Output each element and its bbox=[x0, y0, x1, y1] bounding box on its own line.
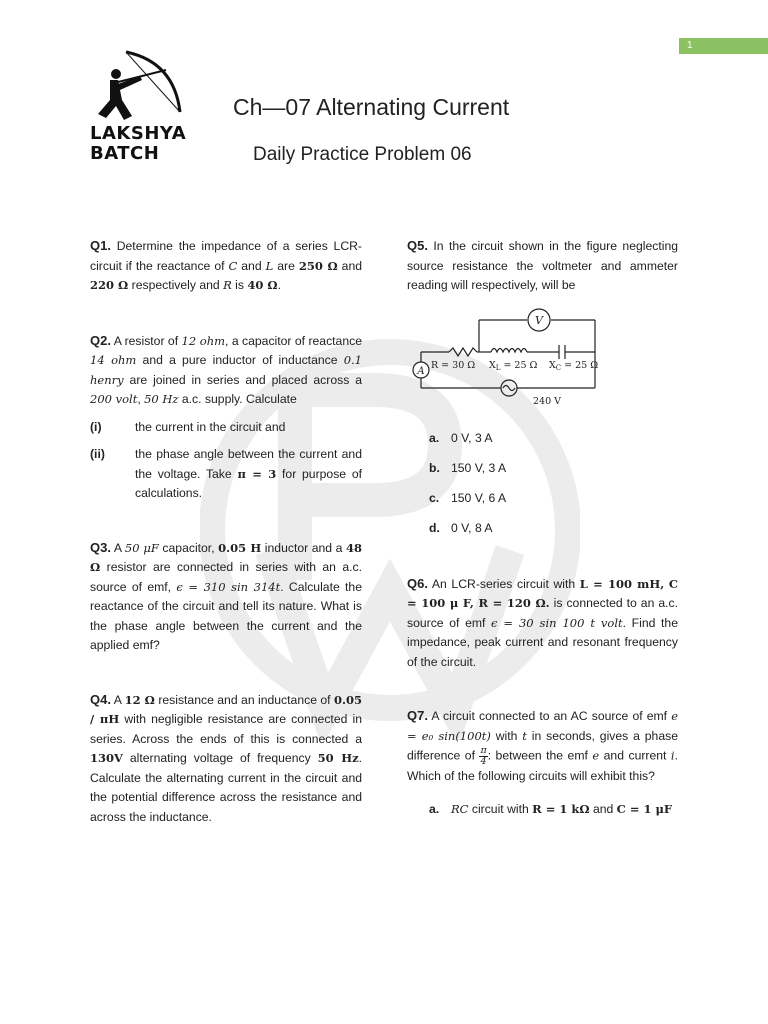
question-text: respectively and bbox=[128, 278, 224, 292]
math-symbol: RC bbox=[451, 801, 469, 816]
ammeter-label: A bbox=[417, 365, 425, 377]
question-text: with negligible resistance are connected in series. Across the ends of this is connected a bbox=[90, 712, 362, 746]
xc-subscript: C bbox=[555, 363, 562, 372]
question-text: circuit with bbox=[468, 801, 533, 816]
math-value: 0.05 H bbox=[218, 540, 262, 555]
circuit-diagram bbox=[409, 304, 609, 414]
question-number: Q3. bbox=[90, 539, 111, 555]
subpart-text: the current in the circuit and bbox=[135, 419, 286, 434]
page-subtitle: Daily Practice Problem 06 bbox=[253, 144, 472, 165]
question-text: A circuit connected to an AC source of emf bbox=[427, 709, 672, 723]
question-text: A resistor of bbox=[110, 333, 182, 348]
option-a bbox=[429, 424, 678, 454]
question-text: inductor and a bbox=[261, 540, 346, 555]
math-value: R = 1 kΩ bbox=[532, 801, 590, 816]
fraction-numerator: π bbox=[480, 745, 487, 756]
subpart-label: (i) bbox=[90, 419, 102, 434]
question-text: are joined in series and placed across a bbox=[123, 372, 362, 387]
fraction-denominator: 4 bbox=[480, 756, 487, 767]
math-value: 250 Ω bbox=[298, 258, 338, 273]
inductive-reactance-label bbox=[489, 360, 538, 372]
question-4 bbox=[90, 690, 362, 828]
math-value: 50 μF bbox=[124, 540, 159, 555]
option-b bbox=[429, 454, 678, 484]
option-text bbox=[451, 800, 672, 820]
xl-subscript: L bbox=[495, 363, 501, 372]
question-7 bbox=[407, 706, 678, 787]
q5-options bbox=[429, 424, 678, 544]
question-text: . Which of the following circuits will exhibit this? bbox=[407, 748, 678, 783]
math-value: 0.1 henry bbox=[90, 353, 362, 387]
math-value: 40 Ω bbox=[247, 278, 278, 292]
fraction bbox=[479, 746, 487, 767]
option-label: a. bbox=[429, 430, 440, 445]
question-number: Q2. bbox=[90, 332, 111, 348]
question-text: A bbox=[110, 692, 125, 707]
math-value: 200 volt bbox=[90, 392, 138, 406]
math-value: C = 1 μF bbox=[616, 801, 673, 816]
question-number: Q7. bbox=[407, 708, 428, 723]
question-text: . Find the impedance, peak current and resonant frequency of the circuit. bbox=[407, 615, 678, 669]
math-symbol: R bbox=[223, 278, 232, 292]
xc-value: = 25 Ω bbox=[561, 359, 599, 371]
question-text: Determine the impedance of a series LCR-circuit if the reactance of bbox=[90, 239, 362, 273]
q7-options bbox=[429, 795, 678, 825]
math-value: 0.05 / πH bbox=[90, 692, 362, 726]
question-text: are bbox=[273, 258, 299, 273]
question-2 bbox=[90, 331, 362, 410]
math-symbol: i bbox=[670, 748, 675, 763]
math-symbol: C bbox=[228, 258, 238, 273]
math-value: e = e₀ sin(100t) bbox=[407, 709, 678, 743]
question-text: and bbox=[237, 258, 266, 273]
question-6 bbox=[407, 574, 678, 673]
question-text: and bbox=[589, 801, 617, 816]
question-text: resistor are connected in series with an a.c. source of emf, bbox=[90, 560, 362, 594]
question-text: and bbox=[337, 258, 363, 273]
question-text: , bbox=[137, 392, 145, 406]
page-number-tab bbox=[679, 38, 768, 54]
question-text: and current bbox=[599, 748, 671, 763]
question-5 bbox=[407, 236, 678, 296]
option-label: c. bbox=[429, 490, 440, 505]
subpart-label: (ii) bbox=[90, 447, 105, 461]
option-c bbox=[429, 484, 678, 514]
logo-line2: BATCH bbox=[90, 143, 160, 164]
question-text: for purpose of calculations. bbox=[135, 466, 363, 500]
voltmeter-label: V bbox=[535, 313, 543, 327]
capacitive-reactance-label bbox=[549, 360, 598, 372]
math-value: 220 Ω bbox=[90, 278, 129, 292]
question-text: An LCR-series circuit with bbox=[427, 576, 580, 591]
left-column bbox=[90, 236, 362, 827]
option-text: 150 V, 3 A bbox=[451, 460, 507, 475]
math-value: C = 100 μ F, R = 120 Ω. bbox=[407, 576, 678, 610]
logo-line1: LAKSHYA bbox=[90, 123, 187, 144]
math-symbol: e bbox=[592, 748, 600, 763]
question-text: capacitor, bbox=[158, 540, 219, 555]
math-value: 50 Hz bbox=[317, 751, 359, 765]
option-text: 150 V, 6 A bbox=[451, 490, 507, 505]
subpart-ii bbox=[90, 445, 362, 504]
question-text: In the circuit shown in the figure neglecting source resistance the voltmeter and ammeter reading will respectively, will be bbox=[407, 239, 678, 292]
math-symbol: L bbox=[265, 258, 274, 273]
question-text: . Calculate the reactance of the circuit and tell its nature. What is the phase angle between the current and the applied emf? bbox=[90, 579, 362, 652]
question-text: with bbox=[490, 728, 523, 743]
math-value: ϵ = 30 sin 100 t volt bbox=[491, 615, 623, 630]
source-voltage-label: 240 V bbox=[533, 395, 562, 407]
math-value: 12 Ω bbox=[124, 692, 155, 707]
subpart-i bbox=[90, 418, 362, 438]
right-column bbox=[407, 236, 678, 825]
question-text: A bbox=[110, 540, 125, 555]
option-text: 0 V, 8 A bbox=[451, 520, 493, 535]
option-text: 0 V, 3 A bbox=[451, 430, 493, 445]
option-a bbox=[429, 795, 678, 825]
option-label: b. bbox=[429, 460, 440, 475]
page-title: Ch—07 Alternating Current bbox=[233, 94, 510, 120]
question-text: . Calculate the alternating current in the circuit and the potential difference across the resistance and across the inductance. bbox=[90, 751, 362, 824]
math-value: π = 3 bbox=[237, 466, 277, 481]
question-text: a.c. supply. Calculate bbox=[178, 392, 297, 406]
question-number: Q4. bbox=[90, 691, 111, 707]
xl-value: = 25 Ω bbox=[500, 359, 538, 371]
question-text: the phase angle between the current and the voltage. Take bbox=[135, 447, 362, 481]
question-number: Q6. bbox=[407, 575, 428, 591]
math-value: 14 ohm bbox=[90, 353, 137, 367]
option-d bbox=[429, 514, 678, 544]
question-text: is bbox=[231, 278, 248, 292]
question-3 bbox=[90, 538, 362, 656]
math-value: L = 100 mH, bbox=[579, 576, 665, 591]
question-text: and a pure inductor of inductance bbox=[136, 353, 344, 367]
question-text: is connected to an a.c. source of emf bbox=[407, 596, 678, 630]
question-1 bbox=[90, 236, 362, 296]
math-symbol: t bbox=[522, 728, 527, 743]
question-text: alternating voltage of frequency bbox=[122, 751, 318, 765]
question-text: . bbox=[277, 278, 281, 292]
option-label: d. bbox=[429, 520, 440, 535]
resistance-label: R = 30 Ω bbox=[431, 359, 476, 371]
question-number: Q1. bbox=[90, 238, 111, 253]
page-number: 1 bbox=[687, 40, 693, 51]
question-text: , a capacitor of reactance bbox=[225, 333, 362, 348]
xl-symbol: X bbox=[489, 359, 496, 371]
math-value: 48 Ω bbox=[90, 540, 363, 574]
option-label: a. bbox=[429, 801, 440, 816]
xc-symbol: X bbox=[549, 359, 556, 371]
math-value: 50 Hz bbox=[144, 392, 179, 406]
question-text: in seconds, gives a phase difference of bbox=[407, 728, 678, 763]
math-value: 12 ohm bbox=[181, 333, 226, 348]
math-value: ϵ = 310 sin 314t bbox=[176, 579, 281, 594]
logo-wordmark bbox=[90, 124, 186, 164]
subpart-text bbox=[135, 445, 362, 504]
question-text: : between the emf bbox=[487, 748, 593, 763]
question-text: resistance and an inductance of bbox=[154, 692, 334, 707]
question-number: Q5. bbox=[407, 238, 428, 253]
math-value: 130V bbox=[90, 751, 123, 765]
